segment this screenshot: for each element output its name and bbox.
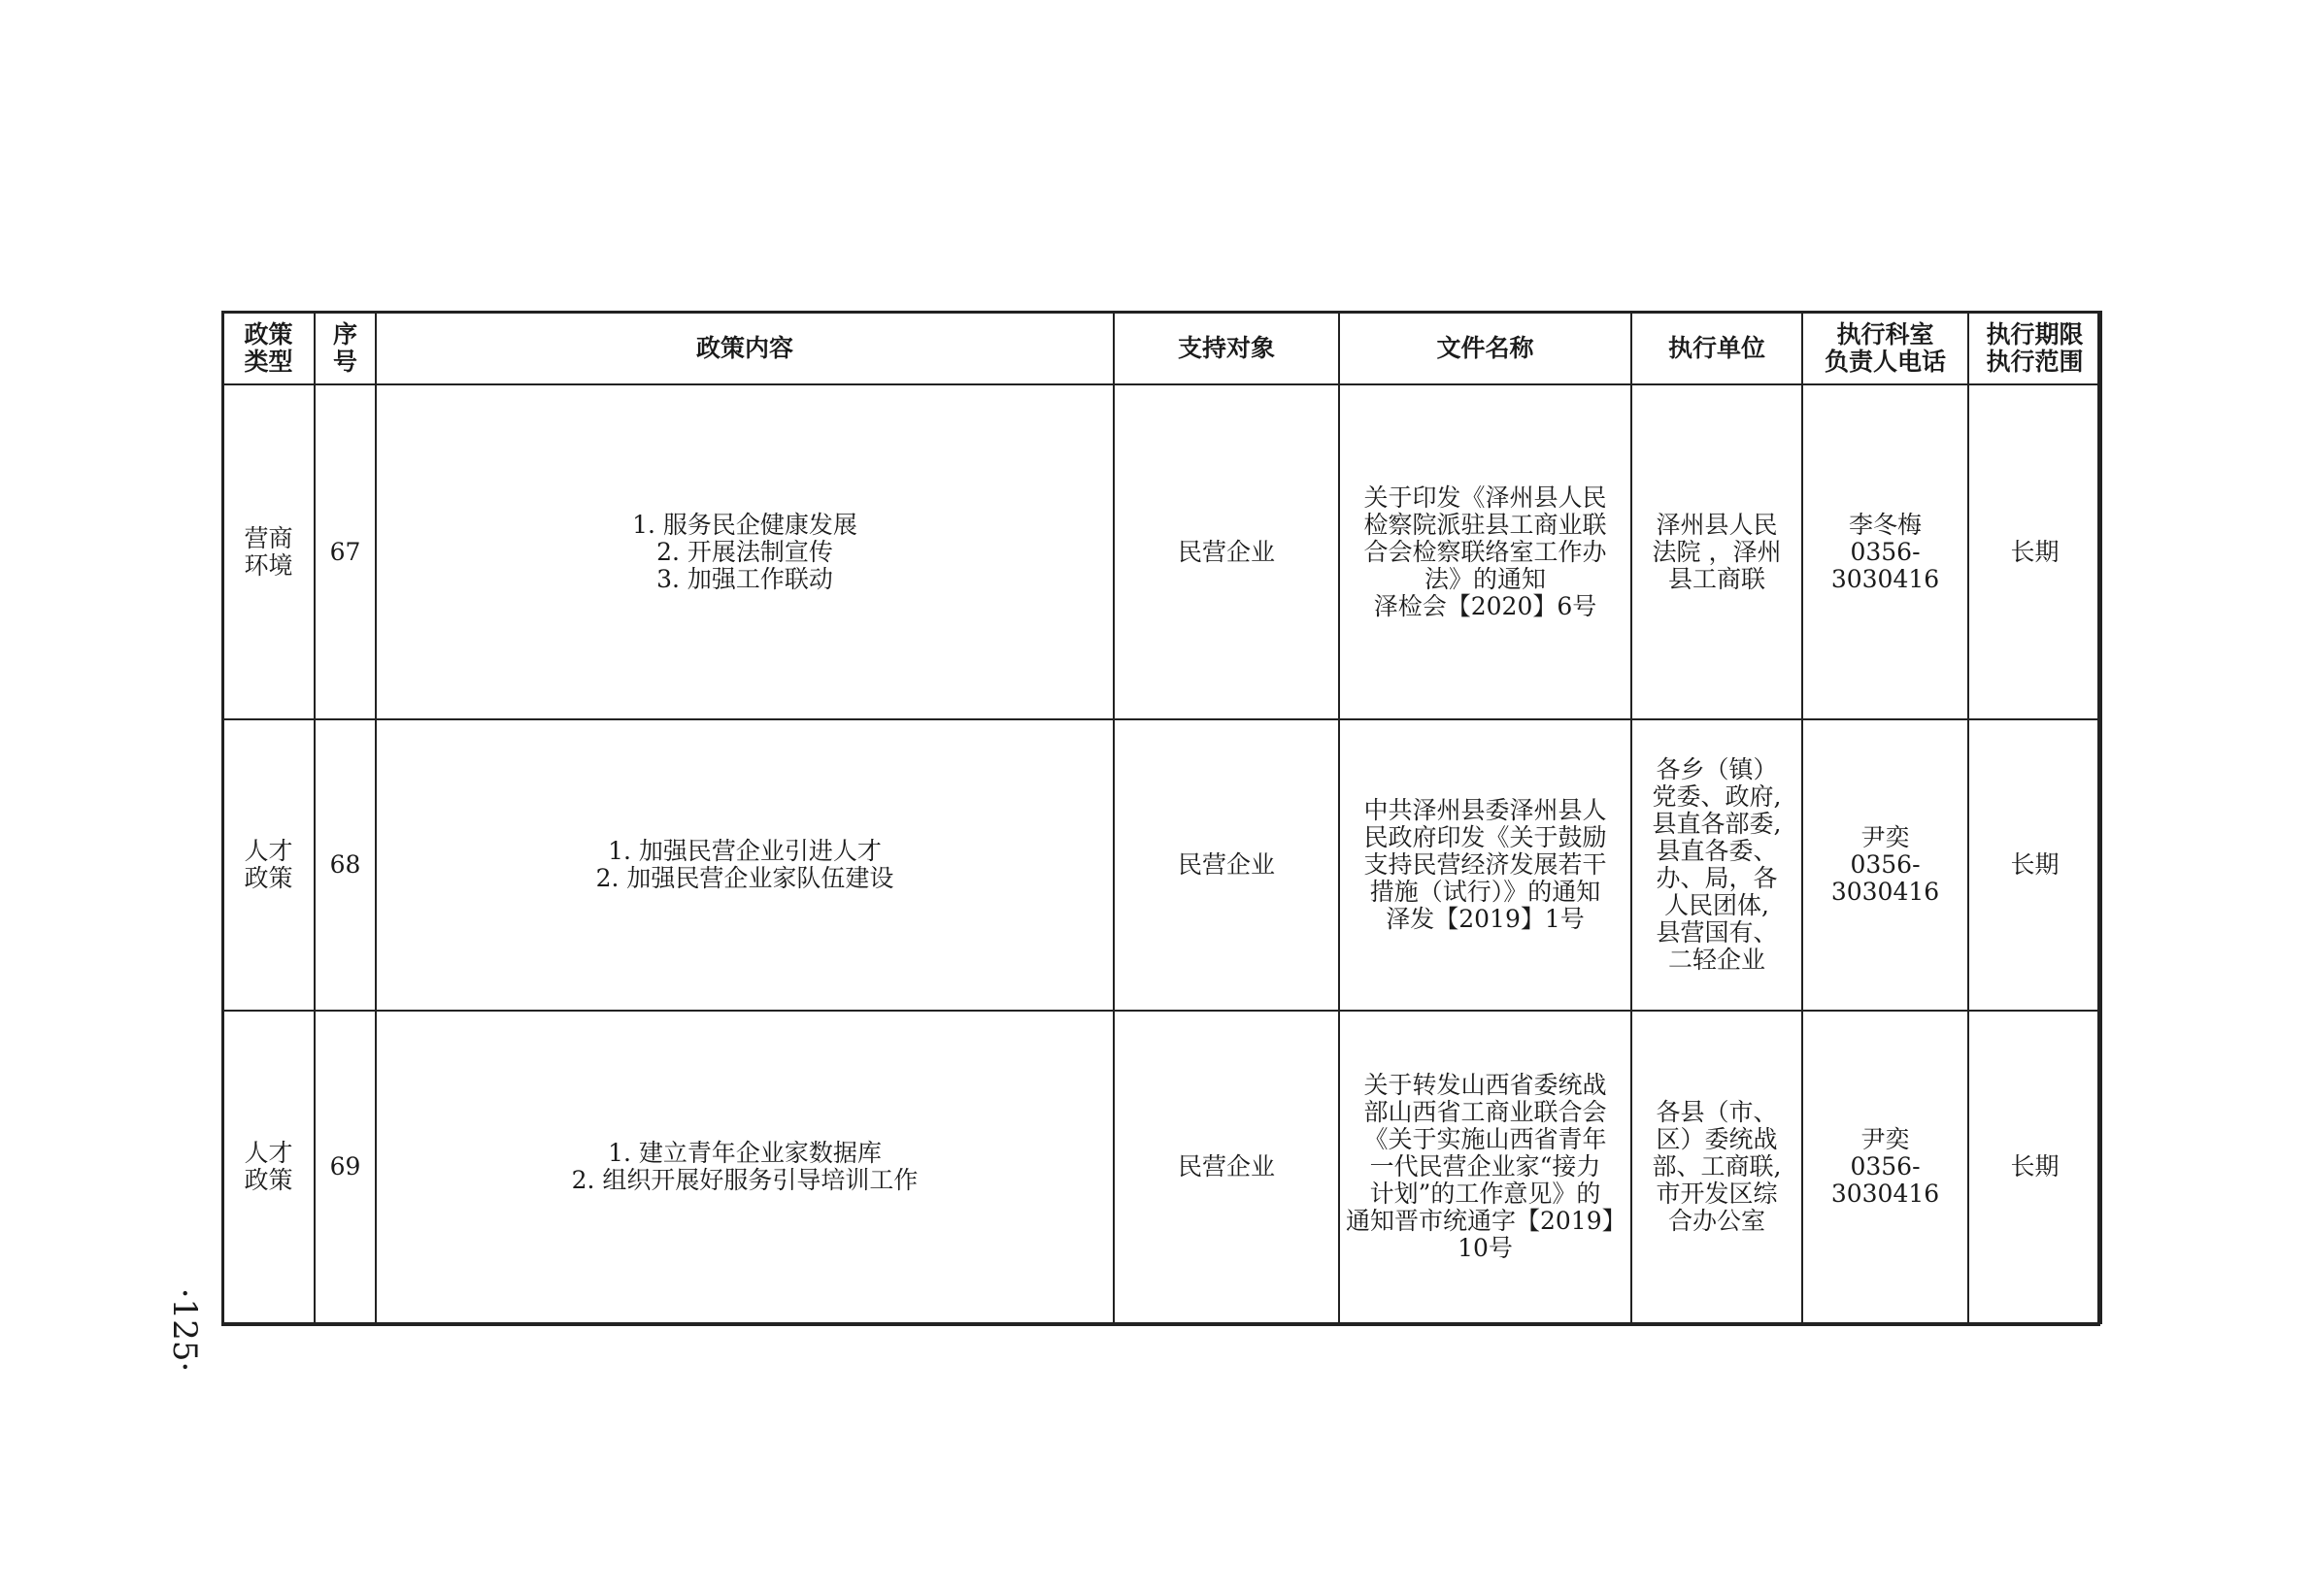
cell-doc: 关于印发《泽州县人民 检察院派驻县工商业联 合会检察联络室工作办 法》的通知 泽检会【2020】6号: [1339, 384, 1631, 719]
table-row: [222, 719, 2101, 1011]
cell-unit: 泽州县人民 法院 ，泽州 县工商联: [1631, 384, 1802, 719]
cell-content: 1. 服务民企健康发展 2. 开展法制宣传 3. 加强工作联动: [376, 384, 1114, 719]
cell-contact: 李冬梅 0356- 3030416: [1802, 384, 1968, 719]
cell-content: 1. 建立青年企业家数据库 2. 组织开展好服务引导培训工作: [376, 1011, 1114, 1323]
table-row: [222, 1011, 2101, 1323]
cell-seq: 67: [315, 384, 376, 719]
cell-contact: 尹奕 0356- 3030416: [1802, 719, 1968, 1011]
header-policy-type: 政策 类型: [222, 312, 315, 384]
cell-policy-type: 营商 环境: [222, 384, 315, 719]
cell-period: 长期: [1968, 384, 2101, 719]
header-seq: 序 号: [315, 312, 376, 384]
page-number: ·125·: [165, 1287, 204, 1373]
cell-target: 民营企业: [1114, 1011, 1339, 1323]
header-target: 支持对象: [1114, 312, 1339, 384]
cell-unit: 各乡（镇） 党委、政府, 县直各部委, 县直各委、 办、局，各 人民团体, 县营国有、 二轻企业: [1631, 719, 1802, 1011]
header-doc: 文件名称: [1339, 312, 1631, 384]
cell-policy-type: 人才 政策: [222, 1011, 315, 1323]
cell-seq: 69: [315, 1011, 376, 1323]
header-row: [222, 312, 2101, 384]
cell-doc: 关于转发山西省委统战 部山西省工商业联合会 《关于实施山西省青年 一代民营企业家“接力 计划”的工作意见》的 通知晋市统通字【2019】 10号: [1339, 1011, 1631, 1323]
cell-unit: 各县（市、 区）委统战 部、工商联, 市开发区综 合办公室: [1631, 1011, 1802, 1323]
header-period: 执行期限 执行范围: [1968, 312, 2101, 384]
cell-seq: 68: [315, 719, 376, 1011]
header-unit: 执行单位: [1631, 312, 1802, 384]
cell-target: 民营企业: [1114, 384, 1339, 719]
cell-doc: 中共泽州县委泽州县人 民政府印发《关于鼓励 支持民营经济发展若干 措施（试行）》的通知 泽发【2019】1号: [1339, 719, 1631, 1011]
table-row: [222, 384, 2101, 719]
policy-table: [221, 311, 2102, 1324]
cell-content: 1. 加强民营企业引进人才 2. 加强民营企业家队伍建设: [376, 719, 1114, 1011]
cell-contact: 尹奕 0356- 3030416: [1802, 1011, 1968, 1323]
cell-target: 民营企业: [1114, 719, 1339, 1011]
cell-period: 长期: [1968, 1011, 2101, 1323]
header-content: 政策内容: [376, 312, 1114, 384]
cell-policy-type: 人才 政策: [222, 719, 315, 1011]
cell-period: 长期: [1968, 719, 2101, 1011]
header-contact: 执行科室 负责人电话: [1802, 312, 1968, 384]
